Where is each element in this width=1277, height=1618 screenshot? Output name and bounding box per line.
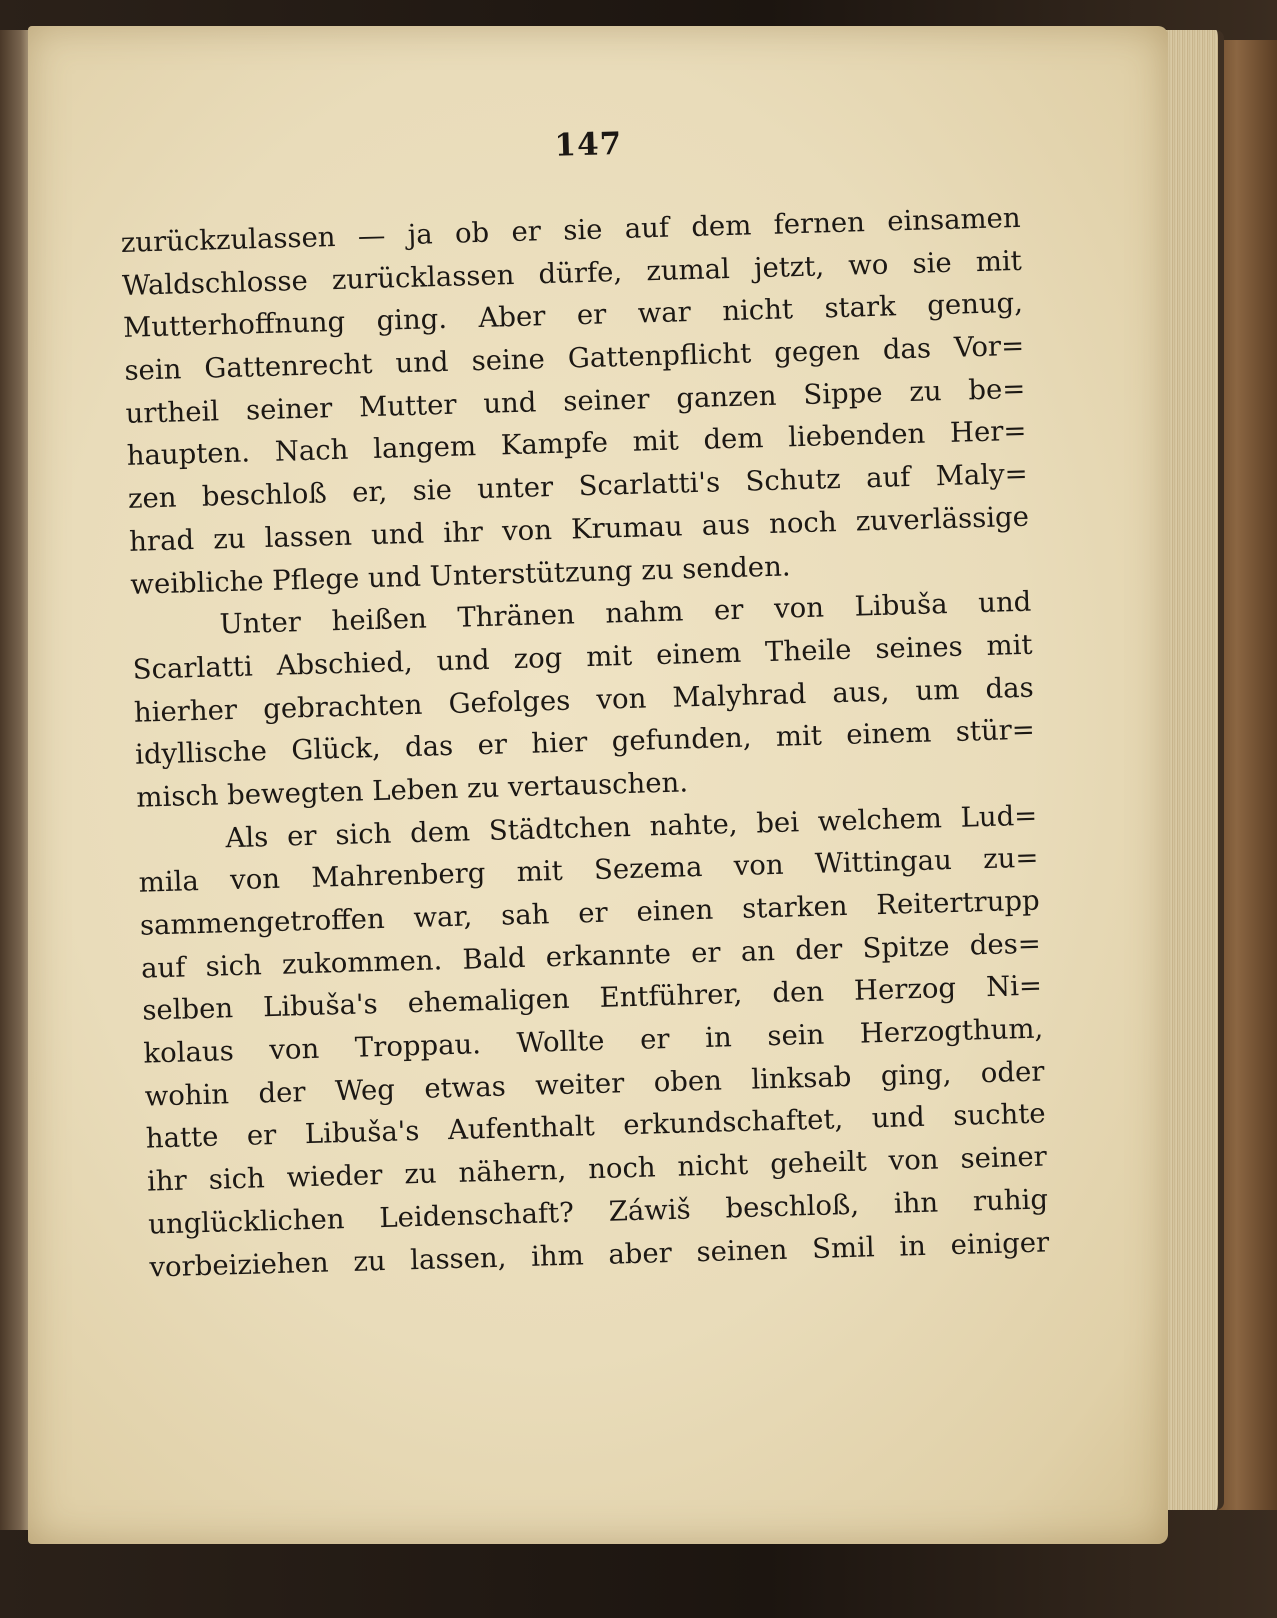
- text-line: unglücklichen Leidenschaft? Záwiš beschloß, ihn ruhig: [147, 1183, 1049, 1241]
- text-line: Waldschlosse zurücklassen dürfe, zumal jetzt, wo sie mit: [121, 244, 1023, 302]
- text-line: idyllische Glück, das er hier gefunden, mit einem stür=: [134, 713, 1036, 772]
- text-line: wohin der Weg etwas weiter oben linksab ging, oder: [144, 1055, 1045, 1113]
- text-line: Scarlatti Abschied, und zog mit einem Theile seines mit: [132, 628, 1033, 686]
- text-line: hierher gebrachten Gefolges von Malyhrad aus, um das: [133, 671, 1035, 729]
- text-line: hrad zu lassen und ihr von Krumau aus noch zuverlässige: [128, 500, 1030, 558]
- page-content: [118, 115, 1050, 1289]
- page-number: 147: [553, 125, 623, 164]
- text-line: misch bewegten Leben zu vertauschen.: [135, 766, 689, 814]
- text-line: selben Libuša's ehemaligen Entführer, den Herzog Ni=: [141, 969, 1043, 1028]
- paragraph: [137, 794, 1050, 1289]
- text-line: sein Gattenrecht und seine Gattenpflicht gegen das Vor=: [124, 329, 1025, 387]
- paragraph: [120, 197, 1030, 606]
- text-line: ihr sich wieder zu nähern, noch nicht geheilt von seiner: [146, 1140, 1048, 1198]
- text-line: hatte er Libuša's Aufenthalt erkundschaftet, und suchte: [145, 1097, 1047, 1156]
- text-line: zurückzulassen — ja ob er sie auf dem fernen einsamen: [120, 201, 1021, 259]
- text-line: mila von Mahrenberg mit Sezema von Wittingau zu=: [138, 841, 1039, 900]
- body-text: [120, 197, 1049, 1289]
- text-line: urtheil seiner Mutter und seiner ganzen Sippe zu be=: [125, 372, 1026, 430]
- text-line: auf sich zukommen. Bald erkannte er an der Spitze des=: [140, 927, 1042, 985]
- text-line: sammengetroffen war, sah er einen starken Reitertrupp: [139, 884, 1041, 942]
- text-line: kolaus von Troppau. Wollte er in sein Herzogthum,: [143, 1012, 1044, 1070]
- text-line: zen beschloß er, sie unter Scarlatti's Schutz auf Maly=: [127, 457, 1029, 515]
- text-line: Mutterhoffnung ging. Aber er war nicht stark genug,: [122, 287, 1024, 345]
- text-line: vorbeiziehen zu lassen, ihm aber seinen Smil in einiger: [149, 1225, 1050, 1284]
- text-line: weibliche Pflege und Unterstützung zu senden.: [129, 549, 791, 601]
- text-line: haupten. Nach langem Kampfe mit dem liebenden Her=: [126, 415, 1027, 473]
- paragraph: [131, 581, 1037, 819]
- text-line: Unter heißen Thränen nahm er von Libuša und: [219, 585, 1032, 641]
- text-line: Als er sich dem Städtchen nahte, bei welchem Lud=: [225, 799, 1038, 854]
